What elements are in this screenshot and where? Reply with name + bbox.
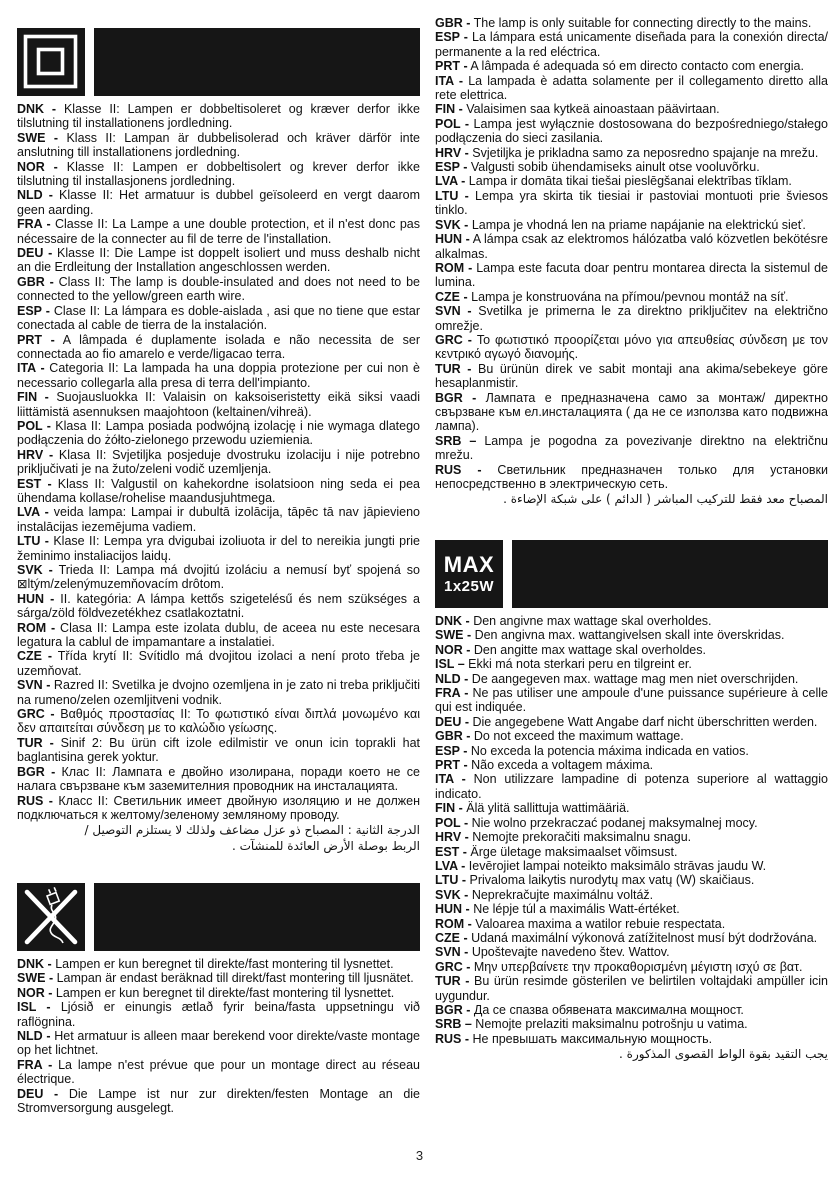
instruction-text: Да се спазва обявената максимална мощност.: [470, 1002, 744, 1017]
instruction-entry: [435, 830, 828, 844]
mains-connection-arabic: [435, 491, 828, 507]
class2-section: [17, 28, 420, 854]
instruction-text: Neprekračujte maximálnu voltáž.: [468, 887, 654, 902]
instruction-text: Bu ürünün direk ve sabit montaji ana akima/sebekeye göre hesaplanmistir.: [435, 361, 828, 391]
instruction-text: A lâmpada é adequada só em directo contacto com energia.: [467, 59, 804, 74]
language-code: ROM -: [435, 260, 473, 275]
instruction-entry: [435, 290, 828, 304]
language-code: LTU -: [435, 873, 467, 888]
instruction-entry: [435, 801, 828, 815]
instruction-entry: [435, 102, 828, 116]
header-bar: [94, 883, 420, 951]
instruction-text: Sinif 2: Bu ürün cift izole edilmistir ve onun icin toprakli hat baglantisina gerek yoktur.: [17, 735, 420, 765]
instruction-text: Trieda II: Lampa má dvojitú izoláciu a nemusí byť spojená so ⊠ltým/zelenýmuzemňovacím drôtom.: [17, 563, 420, 592]
instruction-entry: [435, 16, 828, 30]
arabic-instruction-line: يجب التقيد بقوة الواط القصوى المذكورة .: [619, 1047, 828, 1062]
language-code: DEU -: [17, 246, 53, 261]
language-code: EST -: [17, 476, 52, 491]
instruction-entry: [435, 917, 828, 931]
max-wattage-header: [435, 540, 828, 608]
language-code: DEU -: [17, 1086, 59, 1101]
language-code: SVK -: [17, 563, 53, 577]
instruction-entry: [435, 59, 828, 73]
instruction-text: Не превышать максимальную мощность.: [469, 1031, 713, 1046]
language-code: SVN -: [435, 945, 469, 960]
instruction-entry: [17, 986, 420, 1000]
instruction-entry: [17, 131, 420, 160]
instruction-text: Privaloma laikytis nurodytų max vatų (W) skaičiaus.: [466, 873, 755, 888]
instruction-text: Upoštevajte navedeno štev. Wattov.: [468, 945, 670, 960]
instruction-entry: [435, 261, 828, 290]
no-plug-crossed-icon: [17, 883, 85, 951]
max-wattage-section: [435, 540, 828, 1062]
instruction-text: Svetilka je primerna le za direktno priključitev na električno omrežje.: [435, 304, 829, 333]
instruction-entry: [435, 945, 828, 959]
instruction-entry: [17, 160, 420, 189]
language-code: NOR -: [17, 159, 58, 174]
language-code: FIN -: [435, 801, 463, 816]
max-wattage-badge: [435, 540, 503, 608]
language-code: HUN -: [435, 902, 470, 917]
direct-mounting-section: [17, 883, 420, 1115]
instruction-text: II. kategória: A lámpa kettős szigetelésű és nem szükséges a sárga/zöld földvezetékhez csatlakoztatni.: [17, 591, 420, 621]
language-code: LTU -: [17, 534, 49, 549]
instruction-text: Não exceda a voltagem máxima.: [467, 758, 654, 773]
language-code: ITA -: [435, 73, 464, 88]
language-code: EST -: [435, 844, 467, 859]
instruction-entry: [435, 614, 828, 628]
language-code: GRC -: [17, 707, 55, 722]
language-code: GRC -: [435, 332, 472, 347]
instruction-text: Bu ürün resimde gösterilen ve belirtilen voltajdaki ampüller icin uygundur.: [435, 974, 829, 1003]
instruction-entry: [435, 1017, 828, 1031]
instruction-entry: [435, 859, 828, 873]
instruction-entry: [17, 333, 420, 362]
max-wattage-entries: [435, 614, 828, 1046]
instruction-text: Klasa II: Svjetiljka posjeduje dvostruku izolaciju i nije potrebno priključivati je na žuto/zeleni vodič uzemljenja.: [17, 447, 420, 477]
instruction-entry: [17, 678, 420, 707]
language-code: FRA -: [17, 217, 51, 232]
class2-entries: [17, 102, 420, 822]
language-code: NLD -: [17, 188, 53, 203]
instruction-entry: [17, 534, 420, 563]
language-code: BGR -: [435, 390, 477, 405]
instruction-entry: [435, 463, 828, 492]
language-code: DNK -: [17, 957, 52, 971]
instruction-text: Älä ylitä sallittuja wattimääriä.: [462, 801, 630, 816]
language-code: LVA -: [435, 858, 466, 873]
language-code: SWE -: [435, 628, 472, 643]
instruction-entry: [435, 218, 828, 232]
instruction-text: Classe II: La Lampe a une double protection, et il n'est donc pas nécessaire de la connecter au fil de terre de l'installation.: [17, 217, 420, 246]
header-bar: [512, 540, 828, 608]
language-code: POL -: [435, 815, 469, 830]
language-code: DNK -: [17, 102, 57, 116]
instruction-text: Lampa este facuta doar pentru montarea directa la sistemul de lumina.: [435, 260, 828, 290]
instruction-text: Do not exceed the maximum wattage.: [470, 729, 684, 744]
instruction-entry: [435, 160, 828, 174]
language-code: HRV -: [435, 145, 469, 160]
language-code: POL -: [17, 418, 51, 433]
language-code: LTU -: [435, 188, 469, 203]
instruction-entry: [435, 30, 828, 59]
language-code: HRV -: [435, 830, 469, 845]
instruction-text: Klasse II: Lampen er dobbeltisoleret og kræver derfor ikke tilslutning til installationens jordledning.: [17, 102, 421, 131]
language-code: ROM -: [435, 916, 472, 931]
instruction-text: Ievērojiet lampai noteikto maksimālo strāvas jaudu W.: [465, 858, 767, 873]
language-code: SWE -: [17, 971, 54, 986]
instruction-text: Nie wolno przekraczać podanej maksymalnej mocy.: [468, 815, 758, 830]
instruction-text: Lampen er kun beregnet til direkte/fast montering til lysnettet.: [52, 985, 395, 1000]
language-code: SRB –: [435, 1017, 472, 1032]
instruction-text: Lampen er kun beregnet til direkte/fast montering til lysnettet.: [51, 957, 394, 971]
language-code: ESP -: [435, 743, 468, 758]
instruction-text: Светильник предназначен только для установки непосредственно в электрическую сеть.: [435, 462, 829, 491]
instruction-text: veida lampa: Lampai ir dubultā izolācija, tāpēc tā nav jāpievieno instalācijas iezemējuma vadiem.: [17, 505, 420, 534]
header-bar: [94, 28, 420, 96]
instruction-entry: [17, 246, 420, 275]
instruction-entry: [435, 729, 828, 743]
language-code: SRB –: [435, 433, 477, 448]
instruction-entry: [435, 1032, 828, 1046]
instruction-text: Lampa je pogodna za povezivanje direktno na električnu mrežu.: [435, 433, 828, 463]
instruction-text: Svjetiljka je prikladna samo za neposredno spajanje na mrežu.: [468, 145, 819, 160]
language-code: TUR -: [17, 735, 54, 750]
instruction-text: Den angivne max wattage skal overholdes.: [469, 614, 712, 628]
direct-mounting-header: [17, 883, 420, 951]
language-code: FRA -: [435, 686, 469, 701]
instruction-text: Razred II: Svetilka je dvojno ozemljena in je zato ni treba priključiti na rumeno/zelen ozemljitveni vodnik.: [17, 678, 420, 707]
instruction-entry: [435, 232, 828, 261]
instruction-entry: [435, 333, 828, 362]
instruction-entry: [17, 621, 420, 650]
instruction-text: La lampe n'est prévue que pour un montage direct au réseau électrique.: [17, 1057, 420, 1087]
arabic-instruction-line: الربط بوصلة الأرض العائدة للمنشآت .: [231, 839, 420, 854]
instruction-entry: [435, 174, 828, 188]
max-wattage-arabic: [435, 1046, 828, 1062]
language-code: TUR -: [435, 361, 472, 376]
instruction-text: Klasse II: Die Lampe ist doppelt isoliert und muss deshalb nicht an die Erdleitung der Installation angeschlossen werden.: [17, 246, 421, 275]
instruction-text: Το φωτιστικό προορίζεται μόνο για απευθείας σύνδεση με τον κεντρικό αγωγό διανομής.: [435, 332, 828, 362]
instruction-entry: [435, 391, 828, 434]
instruction-entry: [17, 1029, 420, 1058]
instruction-entry: [435, 672, 828, 686]
max-label: MAX: [443, 552, 495, 577]
instruction-text: Ärge ületage maksimaalset võimsust.: [466, 844, 678, 859]
instruction-entry: [435, 974, 828, 1003]
instruction-text: Valoarea maxima a watilor rebuie respectata.: [471, 916, 726, 931]
language-code: ESP -: [17, 303, 50, 318]
language-code: HRV -: [17, 447, 54, 462]
language-code: DNK -: [435, 614, 470, 628]
arabic-instruction-line: المصباح معد فقط للتركيب المباشر ( الدائم ) على شبكة الإضاءة .: [503, 492, 828, 507]
instruction-text: Klass II: Valgustil on kahekordne isolatsioon ning seda ei pea ühendama kollase/rohelise maandusjuhtmega.: [17, 476, 420, 505]
instruction-entry: [435, 744, 828, 758]
language-code: GRC -: [435, 959, 471, 974]
instruction-entry: [17, 505, 420, 534]
instruction-entry: [17, 563, 420, 592]
instruction-entry: [17, 1058, 420, 1087]
instruction-entry: [435, 686, 828, 715]
instruction-text: Lampa ir domāta tikai tiešai pieslēgšanai elektrības tīklam.: [465, 174, 792, 189]
arabic-instruction-line: الدرجة الثانية : المصباح ذو عزل مضاعف ولذلك لا يستلزم التوصيل /: [84, 823, 420, 838]
language-code: ROM -: [17, 620, 56, 635]
language-code: NLD -: [17, 1029, 51, 1044]
language-code: FRA -: [17, 1057, 53, 1072]
language-code: GBR -: [435, 729, 471, 744]
instruction-entry: [435, 758, 828, 772]
instruction-text: Suojausluokka II: Valaisin on kaksoiseristetty eikä siksi vaadi liittämistä asennuksen maajohtoon (keltainen/vihreä).: [17, 390, 420, 419]
instruction-entry: [435, 888, 828, 902]
instruction-text: Lampa je konstruována na přímou/pevnou montáž na síť.: [467, 289, 789, 304]
instruction-entry: [435, 434, 828, 463]
instruction-text: Den angivna max. wattangivelsen skall inte överskridas.: [471, 628, 785, 643]
instruction-text: Lempa yra skirta tik tiesiai ir pastoviai montuoti prie šviesos tinklo.: [435, 188, 828, 218]
instruction-text: Třída krytí II: Svítidlo má dvojitou izolaci a není proto třeba je uzemňovat.: [17, 649, 420, 678]
instruction-entry: [435, 74, 828, 103]
instruction-text: La lampada è adatta solamente per il collegamento diretto alla rete elettrica.: [435, 73, 828, 103]
instruction-entry: [435, 117, 828, 146]
instruction-text: Ljósið er einungis ætlað fyrir beina/fasta uppsetningu við raflögnina.: [17, 1000, 421, 1029]
instruction-entry: [435, 816, 828, 830]
language-code: RUS -: [17, 793, 53, 808]
instruction-text: Βαθμός προστασίας ΙΙ: Το φωτιστικό είναι διπλά μονωμένο και δεν απαιτείται σύνδεση με το καλώδιο γείωσης.: [17, 707, 420, 736]
language-code: SVN -: [17, 678, 51, 693]
language-code: CZE -: [435, 930, 468, 945]
instruction-entry: [17, 765, 420, 794]
instruction-entry: [17, 448, 420, 477]
mains-connection-entries: [435, 16, 828, 491]
instruction-entry: [435, 628, 828, 642]
language-code: NOR -: [17, 985, 53, 1000]
instruction-text: Clase II: La lámpara es doble-aislada , asi que no tiene que estar conectada al cable de tierra de la instalación.: [17, 303, 420, 333]
direct-mounting-entries: [17, 957, 420, 1115]
instruction-entry: [17, 649, 420, 678]
language-code: CZE -: [435, 289, 468, 304]
language-code: SVK -: [435, 887, 469, 902]
instruction-entry: [17, 736, 420, 765]
instruction-text: Ne lépje túl a maximális Watt-értéket.: [469, 902, 680, 917]
instruction-entry: [17, 217, 420, 246]
instruction-text: Klasa II: Lampa posiada podwójną izolację i nie wymaga dlatego podłączenia do żółto-zielonego przewodu uziemienia.: [17, 418, 421, 448]
instruction-entry: [17, 188, 420, 217]
language-code: RUS -: [435, 462, 482, 477]
instruction-entry: [17, 102, 420, 131]
instruction-text: Μην υπερβαίνετε την προκαθορισμένη μέγιστη ισχύ σε βατ.: [470, 959, 803, 974]
language-code: ITA -: [435, 772, 466, 787]
instruction-entry: [435, 873, 828, 887]
instruction-text: De aangegeven max. wattage mag men niet overschrijden.: [468, 671, 799, 686]
instruction-entry: [435, 772, 828, 801]
instruction-text: Lampa jest wyłącznie dostosowana do bezpośredniego/stałego podłączenia do sieci zasilania.: [435, 116, 828, 146]
instruction-entry: [435, 189, 828, 218]
instruction-text: Клас II: Лампата е двойно изолирана, поради което не се налага свързване към заземителния проводник на инсталацията.: [17, 764, 420, 794]
language-code: CZE -: [17, 649, 53, 664]
page-number: 3: [415, 1148, 424, 1163]
language-code: LVA -: [17, 505, 49, 520]
language-code: HUN -: [435, 232, 470, 247]
instruction-text: Class II: The lamp is double-insulated and does not need to be connected to the yellow/green earth wire.: [17, 274, 420, 304]
language-code: SVN -: [435, 304, 472, 319]
instruction-entry: [435, 931, 828, 945]
instruction-text: Valaisimen saa kytkeä ainoastaan päävirtaan.: [462, 102, 720, 117]
instruction-entry: [17, 971, 420, 985]
language-code: FIN -: [435, 102, 463, 117]
instruction-entry: [17, 957, 420, 971]
language-code: ESP -: [435, 160, 468, 175]
instruction-entry: [435, 643, 828, 657]
instruction-text: Ekki má nota sterkari peru en tilgreint er.: [464, 657, 692, 672]
max-wattage-value: 1x25W: [443, 578, 495, 595]
language-code: HUN -: [17, 591, 55, 606]
language-code: PRT -: [435, 59, 468, 74]
language-code: TUR -: [435, 974, 470, 989]
instruction-entry: [17, 477, 420, 506]
instruction-text: Ne pas utiliser une ampoule d'une puissance supérieure à celle qui est indiquée.: [435, 686, 828, 715]
instruction-entry: [435, 146, 828, 160]
instruction-text: Lampa je vhodná len na priame napájanie na elektrickú sieť.: [468, 217, 806, 232]
language-code: GBR -: [435, 16, 471, 30]
instruction-entry: [435, 657, 828, 671]
instruction-text: Nemojte prelaziti maksimalnu potrošnju u vatima.: [471, 1017, 748, 1032]
instruction-entry: [17, 1087, 420, 1116]
instruction-entry: [17, 390, 420, 419]
language-code: GBR -: [17, 274, 54, 289]
instruction-text: A lámpa csak az elektromos hálózatba való közvetlen bekötésre alkalmas.: [435, 232, 828, 261]
language-code: PRT -: [435, 758, 468, 773]
instruction-entry: [435, 960, 828, 974]
language-code: PRT -: [17, 332, 55, 347]
instruction-text: Klass II: Lampan är dubbelisolerad och kräver därför inte anslutning till installationens jordledning.: [17, 130, 420, 160]
language-code: DEU -: [435, 714, 470, 729]
instruction-entry: [435, 1003, 828, 1017]
language-code: RUS -: [435, 1031, 470, 1046]
instruction-text: Klase II: Lempa yra dvigubai izoliuota ir del to nereikia jungti prie žeminimo instaliacijos laidų.: [17, 534, 420, 563]
instruction-entry: [435, 715, 828, 729]
instruction-text: Лампата е предназначена само за монтаж/ директно свързване към ел.инсталацията ( да не се използва като подвижна лампа).: [435, 390, 828, 434]
language-code: ISL -: [17, 1000, 51, 1015]
class2-arabic: [17, 822, 420, 854]
instruction-text: The lamp is only suitable for connecting directly to the mains.: [470, 16, 812, 30]
instruction-entry: [17, 707, 420, 736]
language-code: ISL –: [435, 657, 465, 672]
language-code: SVK -: [435, 217, 469, 232]
instruction-entry: [17, 304, 420, 333]
instruction-text: A lâmpada é duplamente isolada e não necessita de ser connectada ao fio amarelo e verde/ligacao terra.: [17, 332, 420, 361]
instruction-text: Klasse II: Lampen er dobbeltisolert og krever derfor ikke tilslutning til installasjonens jordledning.: [17, 159, 420, 189]
instruction-text: Klasse II: Het armatuur is dubbel geïsoleerd en vergt daarom geen aarding.: [17, 188, 420, 217]
class2-header: [17, 28, 420, 96]
instruction-text: Die angegebene Watt Angabe darf nicht überschritten werden.: [469, 714, 818, 729]
instruction-text: Udaná maximální výkonová zatížitelnost musí být dodržována.: [467, 930, 818, 945]
instruction-entry: [435, 902, 828, 916]
instruction-text: Die Lampe ist nur zur direkten/festen Montage an die Stromversorgung ausgelegt.: [17, 1086, 420, 1116]
instruction-text: Valgusti sobib ühendamiseks ainult otse vooluvõrku.: [467, 160, 760, 175]
instruction-entry: [17, 592, 420, 621]
class-ii-double-square-icon: [17, 28, 85, 96]
language-code: BGR -: [17, 764, 56, 779]
instruction-entry: [17, 1000, 420, 1029]
instruction-text: Lampan är endast beräknad till direkt/fast montering till ljusnätet.: [53, 971, 414, 986]
instruction-text: Класс II: Светильник имеет двойную изоляцию и не должен подключаться к желтому/зеленому земляному проводу.: [17, 793, 420, 822]
instruction-text: Nemojte prekoračiti maksimalnu snagu.: [468, 830, 692, 845]
instruction-entry: [435, 362, 828, 391]
instruction-entry: [17, 419, 420, 448]
language-code: NOR -: [435, 642, 471, 657]
instruction-text: Categoria II: La lampada ha una doppia protezione per cui non è necessario collegarla alla presa di terra dell'impianto.: [17, 361, 420, 390]
instruction-entry: [17, 361, 420, 390]
instruction-text: Het armatuur is alleen maar berekend voor direkte/vaste montage op het lichtnet.: [17, 1029, 420, 1058]
instruction-entry: [17, 794, 420, 823]
language-code: POL -: [435, 116, 470, 131]
instruction-text: No exceda la potencia máxima indicada en vatios.: [467, 743, 749, 758]
instruction-text: Den angitte max wattage skal overholdes.: [470, 642, 706, 657]
language-code: SWE -: [17, 130, 59, 145]
instruction-entry: [435, 845, 828, 859]
language-code: ITA -: [17, 361, 45, 376]
instruction-entry: [17, 275, 420, 304]
language-code: BGR -: [435, 1002, 471, 1017]
instruction-entry: [435, 304, 828, 333]
instruction-text: Clasa II: Lampa este izolata dublu, de aceea nu este necesara legatura la cablul de impamantare a instalatiei.: [17, 620, 420, 650]
language-code: LVA -: [435, 174, 466, 189]
instruction-text: Non utilizzare lampadine di potenza superiore al wattaggio indicato.: [435, 772, 828, 801]
language-code: NLD -: [435, 671, 469, 686]
mains-connection-section: [435, 16, 828, 507]
language-code: ESP -: [435, 30, 468, 45]
instruction-text: La lámpara está unicamente diseñada para la conexión directa/ permanente a la red eléctrica.: [435, 30, 829, 59]
language-code: FIN -: [17, 390, 49, 405]
